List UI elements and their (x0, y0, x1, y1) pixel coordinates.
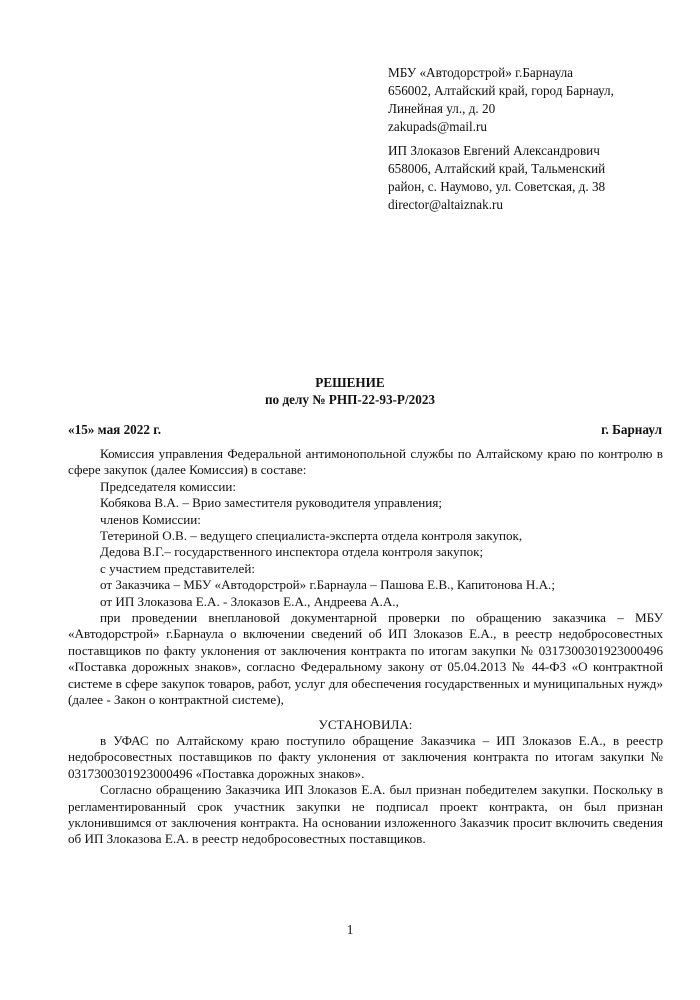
page-number: 1 (346, 922, 354, 937)
paragraph-member-2: Дедова В.Г.– государственного инспектора отдела контроля закупок; (100, 544, 484, 560)
decision-body (68, 446, 663, 848)
paragraph-members-label: членов Комиссии: (100, 511, 201, 527)
decision-date: «15» мая 2022 г. (68, 422, 162, 437)
recipient-address-2: ИП Злоказов Евгений Александрович 658006, Алтайский край, Тальменский район, с. Наумово, ул. Советская, д. 38 director@altaiznak.ru (388, 143, 606, 212)
decision-title (0, 374, 700, 408)
paragraph-representatives-customer: от Заказчика – МБУ «Автодорстрой» г.Барнаула – Пашова Е.В., Капитонова Н.А.; (100, 577, 555, 593)
paragraph-appeal: в УФАС по Алтайскому краю поступило обращение Заказчика – ИП Злоказов Е.А., в реестр недобросовестных поставщиков по факту уклонения от заключения контракта по итогам закупки № 0317300301923000496 «Поставка дорожных знаков». (68, 732, 663, 781)
paragraph-representatives-ip: от ИП Злоказова Е.А. - Злоказов Е.А., Андреева А.А., (100, 593, 399, 609)
section-heading-established: УСТАНОВИЛА: (318, 716, 413, 732)
decision-case-number: по делу № РНП-22-93-Р/2023 (264, 392, 436, 407)
decision-city: г. Барнаул (601, 422, 662, 437)
decision-title-line1: РЕШЕНИЕ (315, 375, 385, 390)
paragraph-representatives-label: с участием представителей: (100, 560, 256, 576)
paragraph-according: Согласно обращению Заказчика ИП Злоказов Е.А. был признан победителем закупки. Поскольку в регламентированный срок участник закупки не подписал проект контракта, он был признан уклонившимся от заключения контракта. На основании изложенного Заказчик просит включить сведения об ИП Злоказова Е.А. в реестр недобросовестных поставщиков. (68, 782, 663, 847)
paragraph-chair: Кобякова В.А. – Врио заместителя руководителя управления; (100, 495, 442, 511)
paragraph-commission: Комиссия управления Федеральной антимонопольной службы по Алтайскому краю по контролю в сфере закупок (далее Комиссия) в составе: (68, 446, 663, 478)
paragraph-member-1: Тетериной О.В. – ведущего специалиста-эксперта отдела контроля закупок, (100, 528, 523, 544)
recipient-address-1: МБУ «Автодорстрой» г.Барнаула 656002, Алтайский край, город Барнаул, Линейная ул., д. 20 zakupads@mail.ru (388, 65, 614, 134)
paragraph-chair-label: Председателя комиссии: (100, 478, 236, 494)
paragraph-inspection: при проведении внеплановой документарной проверки по обращению заказчика – МБУ «Автодорстрой» г.Барнаула о включении сведений об ИП Злоказов Е.А., в реестр недобросовестных поставщиков по факту уклонения от заключения контракта по итогам закупки № 0317300301923000496 «Поставка дорожных знаков», согласно Федеральному закону от 05.04.2013 № 44-ФЗ «О контрактной системе в сфере закупок товаров, работ, услуг для обеспечения государственных и муниципальных нужд» (далее - Закон о контрактной системе), (68, 610, 663, 708)
